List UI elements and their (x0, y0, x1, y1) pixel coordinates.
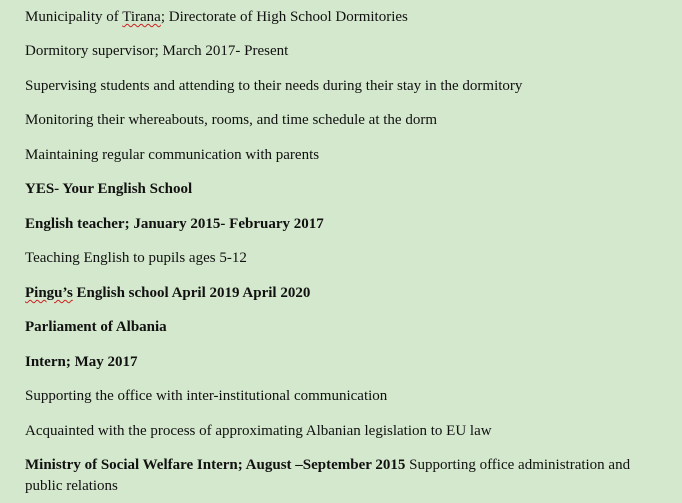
duty-line: Monitoring their whereabouts, rooms, and time schedule at the dorm (25, 112, 437, 128)
job-title-heading: Intern; May 2017 (25, 354, 138, 370)
spellcheck-word: Pingu’s (25, 285, 73, 301)
employer-ministry-paragraph (25, 455, 662, 497)
spellcheck-word: Tirana (122, 9, 161, 25)
duty-line: Maintaining regular communication with parents (25, 147, 320, 163)
text-segment: Supporting office administration and public relations (25, 457, 631, 494)
job-title-heading: English teacher; January 2015- February 2017 (25, 216, 324, 232)
duty-line: Teaching English to pupils ages 5-12 (25, 250, 247, 266)
employer-heading: Parliament of Albania (25, 319, 167, 335)
job-title-line: Dormitory supervisor; March 2017- Present (25, 43, 289, 59)
duty-line: Supporting the office with inter-institutional communication (25, 388, 388, 404)
duty-line: Supervising students and attending to their needs during their stay in the dormitory (25, 78, 523, 94)
employer-heading (25, 283, 662, 304)
duty-line: Acquainted with the process of approximating Albanian legislation to EU law (25, 423, 492, 439)
employer-heading: YES- Your English School (25, 181, 193, 197)
text-segment: English school April 2019 April 2020 (72, 285, 311, 301)
employer-municipality-line (25, 7, 662, 28)
text-segment: ; Directorate of High School Dormitories (160, 9, 408, 25)
text-segment-bold: Ministry of Social Welfare Intern; August –September 2015 (25, 457, 406, 473)
text-segment: Municipality of (25, 9, 123, 25)
